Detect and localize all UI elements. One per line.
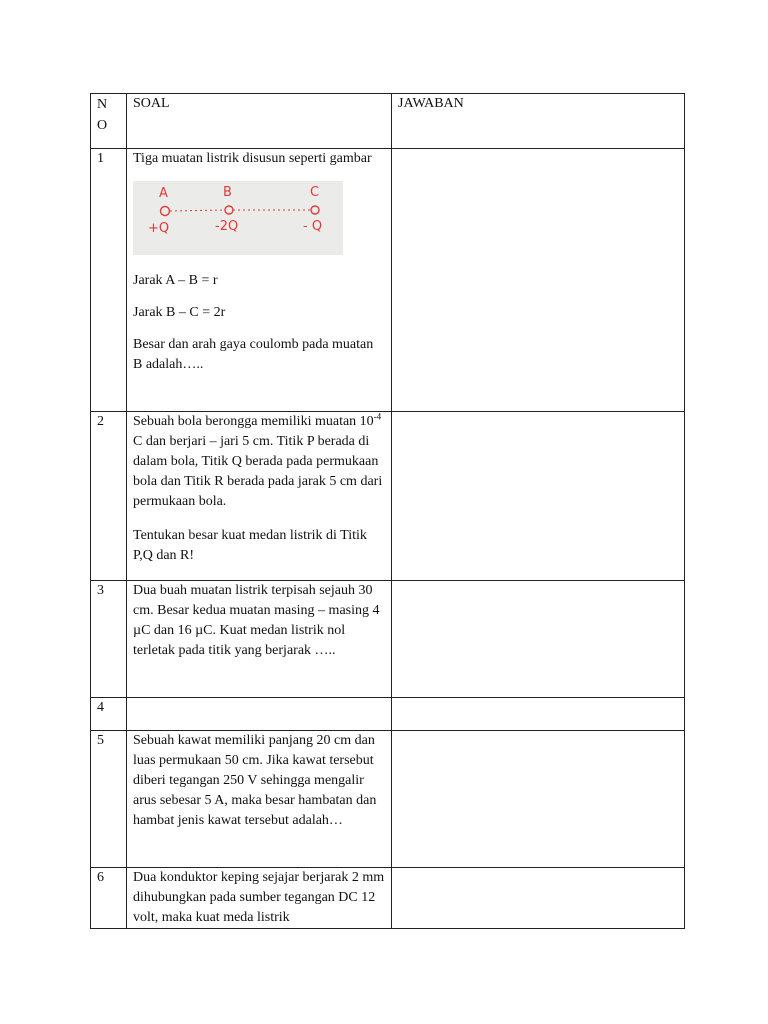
distance-ab-text: Jarak A – B = r <box>133 273 218 288</box>
charge-b-label: -2Q <box>215 219 239 234</box>
table-row <box>91 149 685 412</box>
answer-cell[interactable] <box>392 868 685 929</box>
table-row <box>91 731 685 868</box>
row-number: 6 <box>91 868 127 929</box>
header-no-cell <box>91 94 127 149</box>
point-b-label: B <box>223 185 232 200</box>
table-row <box>91 698 685 731</box>
row-number: 5 <box>91 731 127 868</box>
header-no-line1: N <box>97 97 108 112</box>
question-instruction: Tentukan besar kuat medan listrik di Titik P,Q dan R! <box>133 528 367 563</box>
answer-cell[interactable] <box>392 731 685 868</box>
answer-cell[interactable] <box>392 412 685 581</box>
question-cell: Dua konduktor keping sejajar berjarak 2 mm dihubungkan pada sumber tegangan DC 12 volt, maka kuat meda listrik <box>127 868 392 929</box>
question-cell: Sebuah kawat memiliki panjang 20 cm dan luas permukaan 50 cm. Jika kawat tersebut diberi tegangan 250 V sehingga mengalir arus sebesar 5 A, maka besar hambatan dan hambat jenis kawat tersebut adalah… <box>127 731 392 868</box>
connector-ab <box>170 210 225 211</box>
charge-b-circle <box>225 206 233 214</box>
exponent: -4 <box>373 411 382 422</box>
table-row <box>91 868 685 929</box>
charge-a-circle <box>161 207 170 216</box>
distance-bc-text: Jarak B – C = 2r <box>133 305 226 320</box>
charge-figure <box>133 181 343 255</box>
question-cell <box>127 412 392 581</box>
row-number: 2 <box>91 412 127 581</box>
table-row <box>91 581 685 698</box>
question-text <box>133 412 385 512</box>
table-row <box>91 412 685 581</box>
question-cell <box>127 149 392 412</box>
question-cell <box>127 698 392 731</box>
question-cell: Dua buah muatan listrik terpisah sejauh 30 cm. Besar kedua muatan masing – masing 4 µC dan 16 µC. Kuat medan listrik nol terletak pada titik yang berjarak ….. <box>127 581 392 698</box>
question-table <box>90 93 685 929</box>
question-text: Besar dan arah gaya coulomb pada muatan B adalah….. <box>133 337 374 372</box>
answer-cell[interactable] <box>392 698 685 731</box>
header-jawaban: JAWABAN <box>392 94 685 149</box>
charge-a-label: +Q <box>148 221 170 236</box>
row-number: 4 <box>91 698 127 731</box>
charge-c-label: - Q <box>303 219 323 234</box>
point-a-label: A <box>159 186 168 201</box>
row-number: 3 <box>91 581 127 698</box>
question-text-part2: C dan berjari – jari 5 cm. Titik P berada di dalam bola, Titik Q berada pada permukaan bola dan Titik R berada pada jarak 5 cm dari permukaan bola. <box>133 434 383 509</box>
header-soal: SOAL <box>127 94 392 149</box>
header-no-line2: O <box>97 118 108 133</box>
charge-c-circle <box>311 206 319 214</box>
question-text-part1: Sebuah bola berongga memiliki muatan 10 <box>133 414 374 429</box>
answer-cell[interactable] <box>392 581 685 698</box>
row-number: 1 <box>91 149 127 412</box>
answer-cell[interactable] <box>392 149 685 412</box>
point-c-label: C <box>310 185 320 200</box>
table-header-row <box>91 94 685 149</box>
question-intro: Tiga muatan listrik disusun seperti gambar <box>133 151 372 166</box>
